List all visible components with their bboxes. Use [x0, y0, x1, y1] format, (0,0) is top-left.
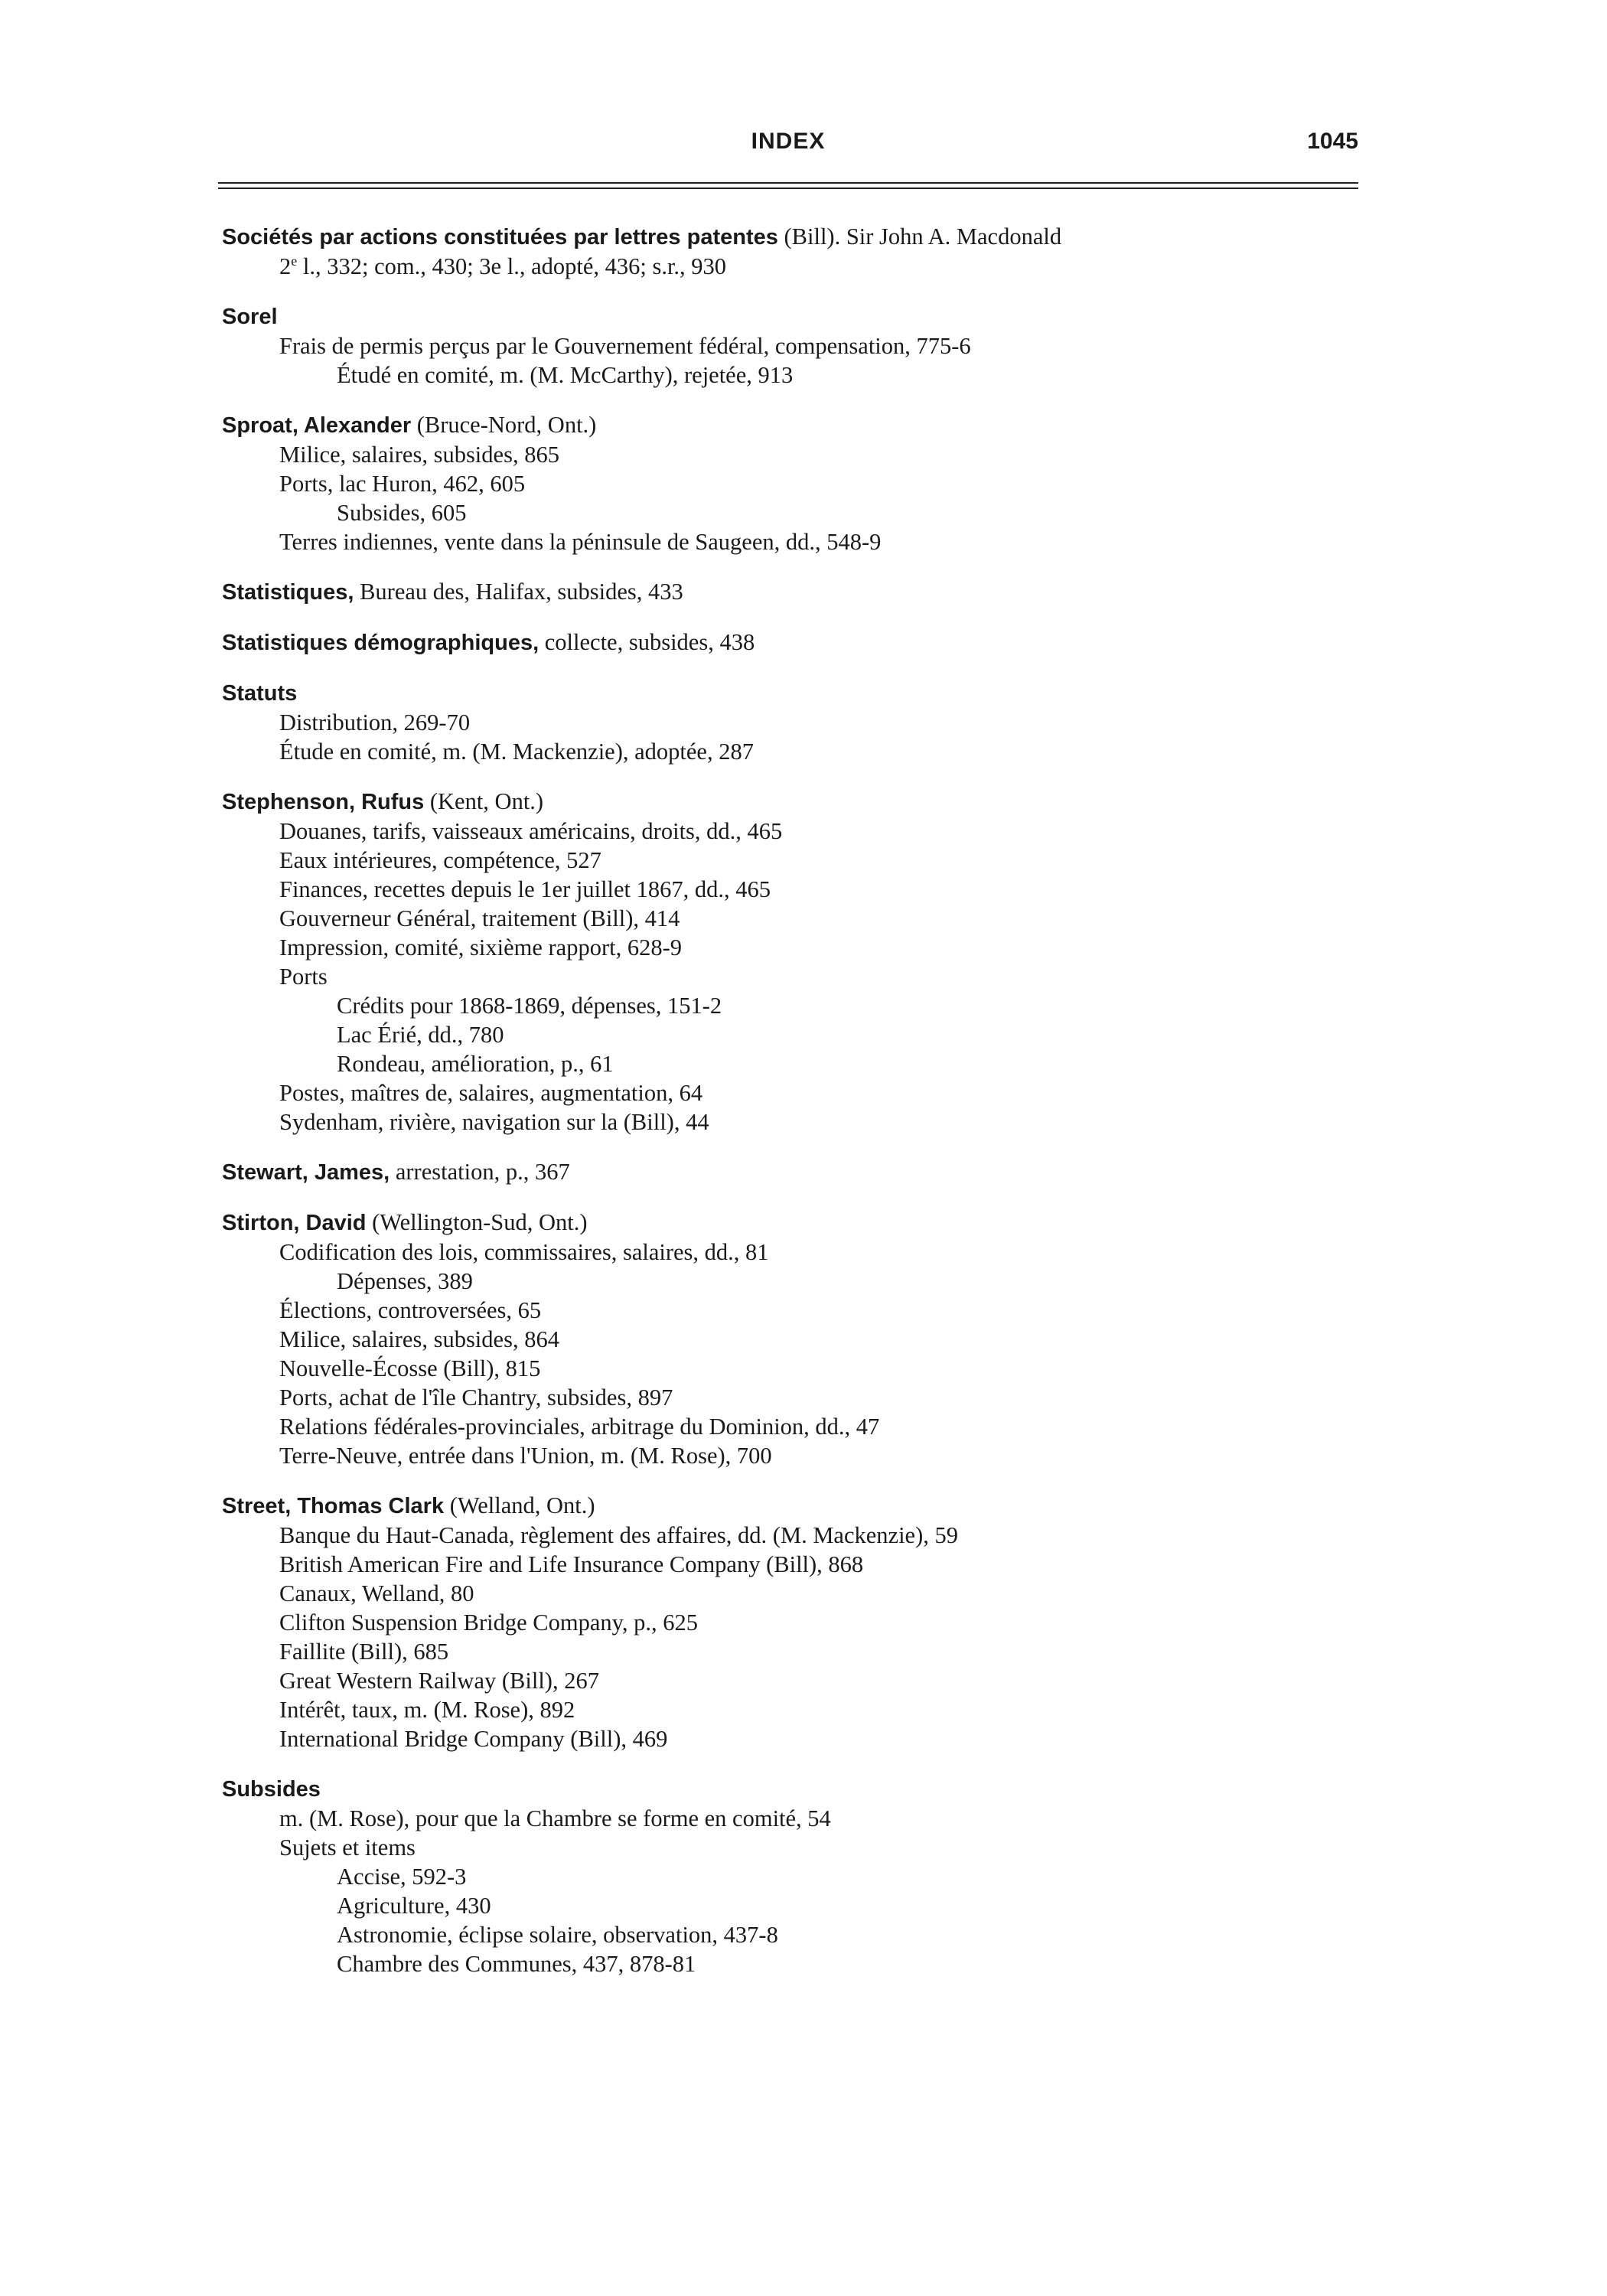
index-subentry: Douanes, tarifs, vaisseaux américains, droits, dd., 465 — [279, 818, 783, 844]
index-entry — [222, 1491, 1354, 1753]
index-heading-line — [222, 628, 1354, 657]
index-heading-detail: (Bill). Sir John A. Macdonald — [777, 223, 1062, 249]
index-subentry: Relations fédérales-provinciales, arbitrage du Dominion, dd., 47 — [279, 1414, 880, 1440]
index-heading: Street, Thomas Clark — [222, 1494, 445, 1518]
index-subentry: Étude en comité, m. (M. Mackenzie), adoptée, 287 — [279, 739, 754, 765]
index-entry — [222, 787, 1354, 1137]
index-heading-detail: Bureau des, Halifax, subsides, 433 — [354, 579, 683, 605]
subentry-text: l., 332; com., 430; 3e l., adopté, 436; s.r., 930 — [297, 253, 727, 279]
index-subentry: Étudé en comité, m. (M. McCarthy), rejetée, 913 — [337, 362, 794, 388]
index-entry — [222, 1774, 1354, 1978]
index-subentry: Ports — [279, 964, 328, 990]
index-subentry: Chambre des Communes, 437, 878-81 — [337, 1951, 696, 1977]
index-subentry: Finances, recettes depuis le 1er juillet 1867, dd., 465 — [279, 876, 771, 902]
page-number: 1045 — [1307, 129, 1358, 154]
index-heading-line — [222, 787, 1354, 817]
index-heading: Sorel — [222, 305, 278, 329]
index-subentry: Crédits pour 1868-1869, dépenses, 151-2 — [337, 993, 722, 1019]
index-heading: Sociétés par actions constituées par lettres patentes — [222, 225, 778, 249]
index-entry — [222, 302, 1354, 390]
index-subentry: Great Western Railway (Bill), 267 — [279, 1668, 599, 1694]
index-entry — [222, 577, 1354, 607]
index-heading: Sproat, Alexander — [222, 413, 412, 438]
index-subentry: Banque du Haut-Canada, règlement des affaires, dd. (M. Mackenzie), 59 — [279, 1522, 959, 1548]
index-subentry: Dépenses, 389 — [337, 1268, 473, 1294]
index-heading: Stewart, James, — [222, 1160, 390, 1185]
index-subentry: Clifton Suspension Bridge Company, p., 625 — [279, 1609, 699, 1636]
index-subentry: Milice, salaires, subsides, 864 — [279, 1326, 559, 1352]
index-subentry: International Bridge Company (Bill), 469 — [279, 1726, 668, 1752]
index-subentry: Terres indiennes, vente dans la péninsule de Saugeen, dd., 548-9 — [279, 529, 882, 555]
index-subentry: Terre-Neuve, entrée dans l'Union, m. (M. Rose), 700 — [279, 1443, 772, 1469]
index-subentry: Gouverneur Général, traitement (Bill), 414 — [279, 905, 680, 931]
index-subentry: Lac Érié, dd., 780 — [337, 1022, 504, 1048]
subentry-ordinal-suffix: e — [291, 253, 298, 269]
index-heading: Statistiques, — [222, 580, 354, 605]
subentry-ordinal: 2 — [279, 253, 292, 279]
index-subentry: Sydenham, rivière, navigation sur la (Bill), 44 — [279, 1109, 709, 1135]
index-subentry: Codification des lois, commissaires, salaires, dd., 81 — [279, 1239, 769, 1265]
index-heading-detail: collecte, subsides, 438 — [539, 629, 755, 655]
index-entry — [222, 410, 1354, 556]
index-entry — [222, 678, 1354, 766]
index-heading-detail: (Kent, Ont.) — [424, 788, 544, 814]
index-subentry: m. (M. Rose), pour que la Chambre se forme en comité, 54 — [279, 1805, 831, 1831]
index-subentry: Astronomie, éclipse solaire, observation, 437-8 — [337, 1922, 778, 1948]
index-list — [222, 222, 1354, 1999]
index-heading-detail: arrestation, p., 367 — [390, 1159, 570, 1185]
index-entry — [222, 1208, 1354, 1470]
running-title: INDEX — [751, 129, 826, 154]
index-subentry: Distribution, 269-70 — [279, 709, 471, 735]
index-heading-detail: (Bruce-Nord, Ont.) — [411, 412, 597, 438]
index-subentry: Nouvelle-Écosse (Bill), 815 — [279, 1355, 541, 1381]
index-heading: Subsides — [222, 1777, 321, 1802]
index-heading-line — [222, 1157, 1354, 1187]
index-heading: Statistiques démographiques, — [222, 631, 539, 655]
index-heading-line — [222, 1774, 1354, 1804]
index-subentry: Rondeau, amélioration, p., 61 — [337, 1051, 614, 1077]
index-subentry: Subsides, 605 — [337, 500, 467, 526]
index-heading-line — [222, 302, 1354, 331]
index-subentry: British American Fire and Life Insurance Company (Bill), 868 — [279, 1551, 864, 1577]
index-heading: Stephenson, Rufus — [222, 790, 425, 814]
index-heading-line — [222, 1491, 1354, 1521]
index-subentry: Intérêt, taux, m. (M. Rose), 892 — [279, 1697, 575, 1723]
index-subentry: Eaux intérieures, compétence, 527 — [279, 847, 601, 873]
index-entry — [222, 1157, 1354, 1187]
header-rule-bottom — [218, 188, 1358, 189]
index-heading-detail: (Welland, Ont.) — [444, 1492, 595, 1518]
index-subentry: Frais de permis perçus par le Gouvernement fédéral, compensation, 775-6 — [279, 333, 971, 359]
index-subentry: Impression, comité, sixième rapport, 628-9 — [279, 934, 683, 960]
index-heading: Stirton, David — [222, 1211, 367, 1235]
index-subentry — [222, 252, 1354, 281]
index-entry — [222, 628, 1354, 657]
index-subentry: Faillite (Bill), 685 — [279, 1639, 449, 1665]
index-heading-line — [222, 222, 1354, 252]
page-header — [218, 129, 1358, 167]
index-heading-line — [222, 577, 1354, 607]
index-entry — [222, 222, 1354, 281]
index-heading-detail: (Wellington-Sud, Ont.) — [366, 1209, 588, 1235]
index-subentry: Milice, salaires, subsides, 865 — [279, 442, 559, 468]
index-subentry: Agriculture, 430 — [337, 1893, 491, 1919]
index-heading-line — [222, 678, 1354, 708]
index-heading: Statuts — [222, 681, 298, 706]
index-subentry: Ports, lac Huron, 462, 605 — [279, 471, 526, 497]
index-heading-line — [222, 410, 1354, 440]
index-subentry: Sujets et items — [279, 1835, 416, 1861]
index-subentry: Canaux, Welland, 80 — [279, 1580, 474, 1606]
header-rule-top — [218, 182, 1358, 184]
index-subentry: Postes, maîtres de, salaires, augmentation, 64 — [279, 1080, 703, 1106]
index-heading-line — [222, 1208, 1354, 1238]
index-subentry: Accise, 592-3 — [337, 1864, 467, 1890]
index-subentry: Ports, achat de l'île Chantry, subsides, 897 — [279, 1384, 673, 1411]
index-subentry: Élections, controversées, 65 — [279, 1297, 542, 1323]
